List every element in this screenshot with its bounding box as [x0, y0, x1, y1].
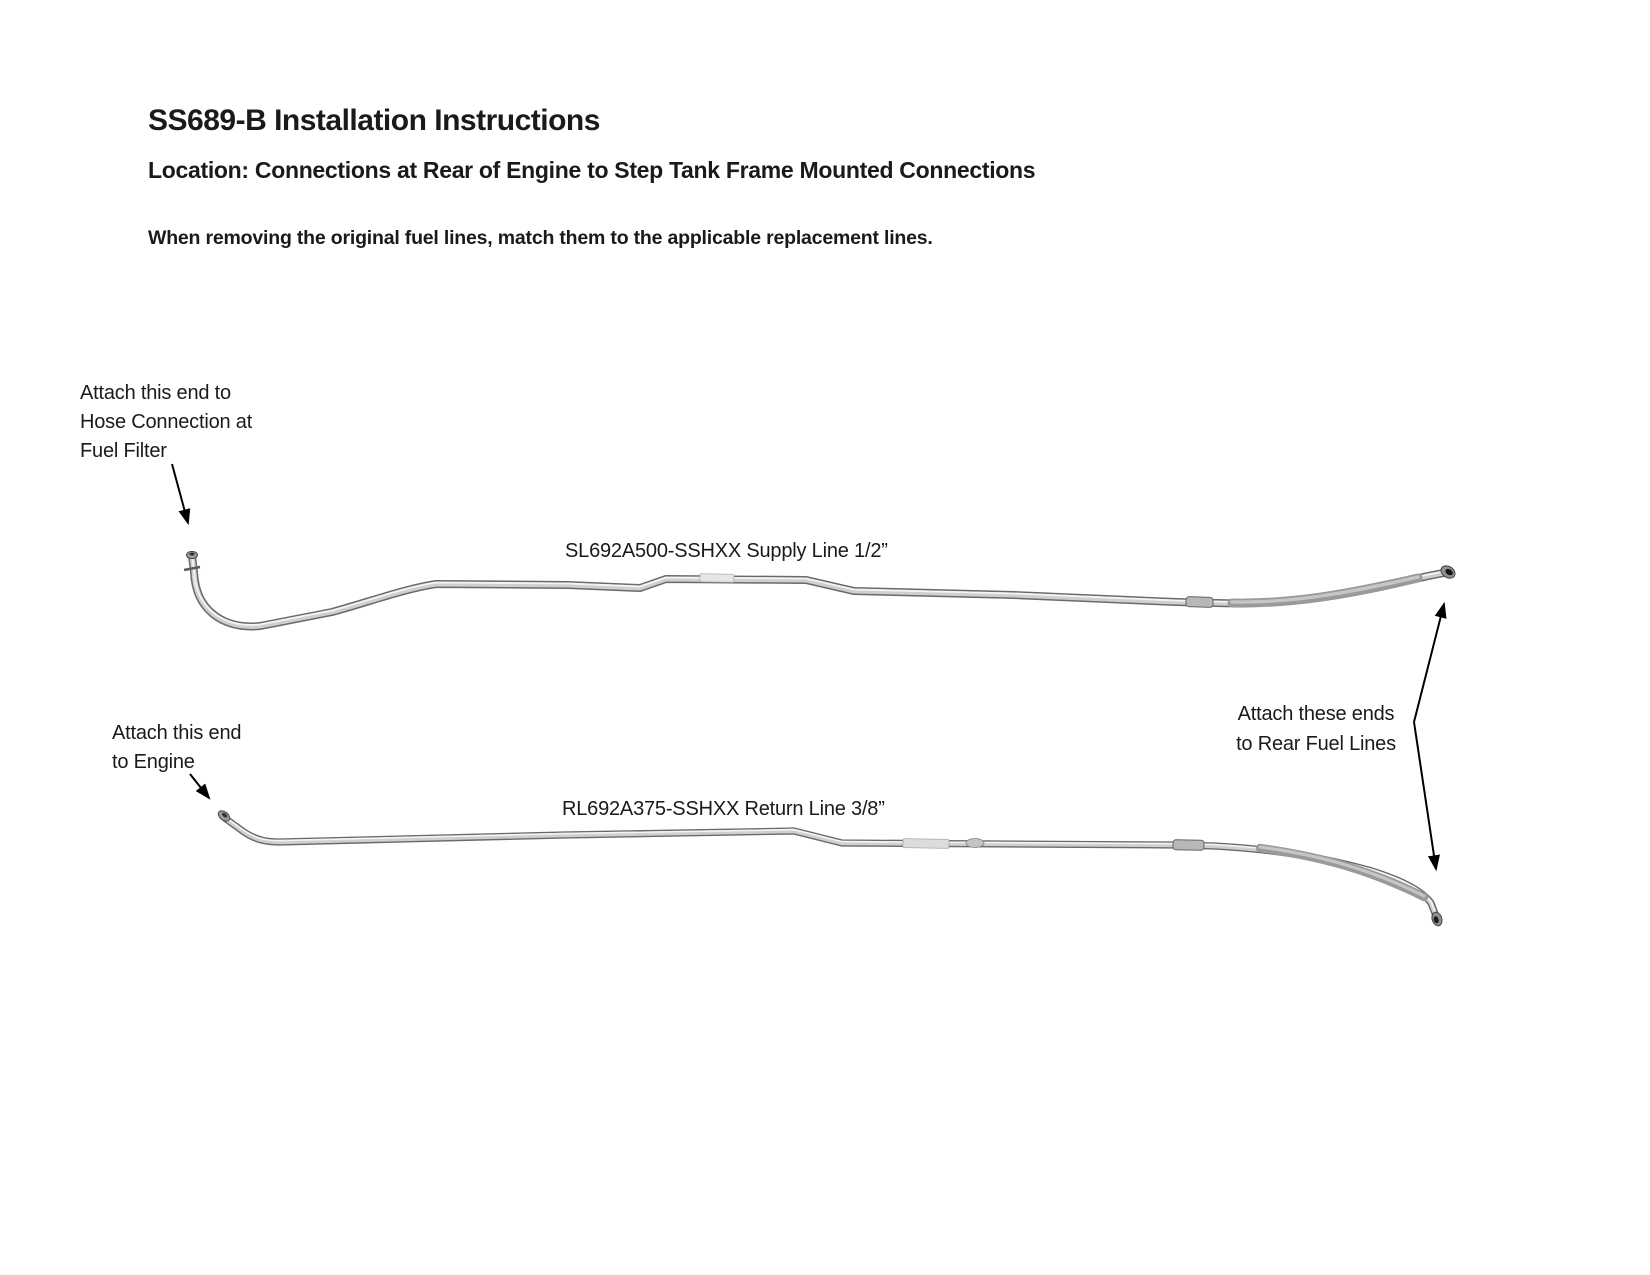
- location-subtitle: Location: Connections at Rear of Engine to Step Tank Frame Mounted Connections: [148, 157, 1036, 183]
- arrow-to-rear-return-end: [1414, 722, 1436, 869]
- arrow-to-rear-supply-end: [1414, 604, 1444, 722]
- arrow-to-engine-end: [190, 774, 209, 798]
- supply-line-label: SL692A500-SSHXX Supply Line 1/2”: [565, 540, 888, 562]
- supply-tube-tag: [700, 574, 734, 583]
- callout-engine-line2: to Engine: [112, 751, 195, 773]
- return-mid-fitting: [966, 839, 984, 848]
- callout-fuel-filter-line3: Fuel Filter: [80, 440, 167, 462]
- page-title: SS689-B Installation Instructions: [148, 104, 600, 137]
- return-line-photo: [216, 809, 1443, 927]
- supply-line-photo: [184, 551, 1457, 626]
- callout-rear-line2: to Rear Fuel Lines: [1236, 733, 1396, 755]
- return-tube-tag: [903, 839, 949, 849]
- callout-engine-line1: Attach this end: [112, 722, 242, 744]
- return-braided-section: [1260, 848, 1424, 897]
- supply-right-tip: [1439, 563, 1458, 580]
- callout-fuel-filter-line2: Hose Connection at: [80, 411, 253, 433]
- callout-fuel-filter-line1: Attach this end to: [80, 382, 231, 404]
- instruction-note: When removing the original fuel lines, match them to the applicable replacement lines.: [148, 227, 933, 249]
- return-line-label: RL692A375-SSHXX Return Line 3/8”: [562, 798, 885, 820]
- callout-rear-line1: Attach these ends: [1237, 703, 1395, 725]
- supply-coupling: [1186, 597, 1213, 608]
- return-coupling: [1173, 840, 1204, 851]
- arrow-to-fuel-filter-end: [172, 464, 188, 523]
